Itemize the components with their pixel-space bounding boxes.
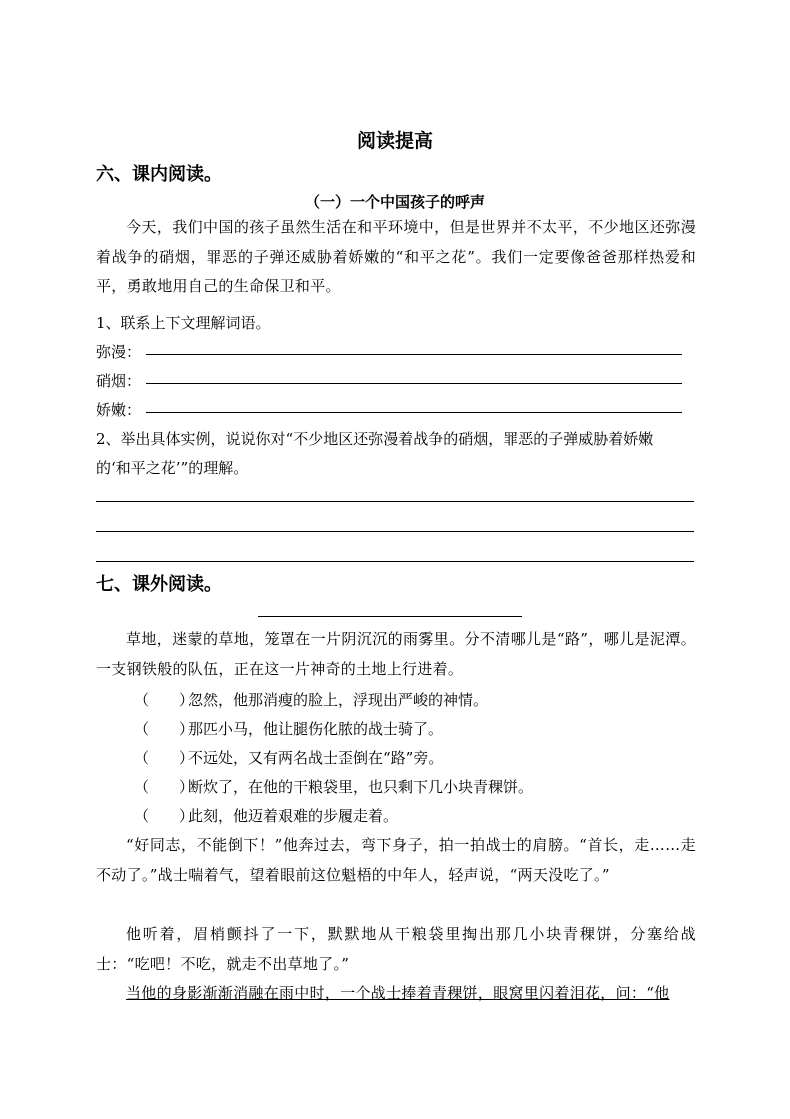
section7-para1: 草地，迷蒙的草地，笼罩在一片阴沉沉的雨雾里。分不清哪儿是“路”，哪儿是泥潭。一支钢铁般的队伍，正在这一片神奇的土地上行进着。 xyxy=(96,630,696,678)
order-item-4 xyxy=(134,776,533,797)
order-item-5 xyxy=(134,805,398,826)
order-blank[interactable]: （ ） xyxy=(134,778,195,796)
order-text: 此刻，他迈着艰难的步履走着。 xyxy=(188,807,399,825)
order-item-2 xyxy=(134,718,443,739)
answer-line-q2-3[interactable] xyxy=(96,561,694,562)
order-text: 忽然，他那消瘦的脸上，浮现出严峻的神情。 xyxy=(188,691,489,709)
question-1: 1、联系上下文理解词语。 xyxy=(96,314,271,332)
answer-line-xiaoyan[interactable] xyxy=(146,383,682,384)
order-text: 断炊了，在他的干粮袋里，也只剩下几小块青稞饼。 xyxy=(188,778,534,796)
answer-line-q2-2[interactable] xyxy=(96,531,694,532)
question-2-line1: 2、举出具体实例，说说你对“不少地区还弥漫着战争的硝烟，罪恶的子弹威胁着娇嫩 xyxy=(96,430,654,448)
section7-heading: 七、课外阅读。 xyxy=(96,574,222,595)
word-label-xiaoyan: 硝烟： xyxy=(96,372,142,390)
answer-line-jiaonen[interactable] xyxy=(146,412,682,413)
page-title: 阅读提高 xyxy=(356,130,433,152)
answer-line-q2-1[interactable] xyxy=(96,501,694,502)
word-label-miman: 弥漫： xyxy=(96,343,142,361)
section7-para3: 他听着，眉梢颤抖了一下，默默地从干粮袋里掏出那几小块青稞饼，分塞给战士：“吃吧！不吃，就走不出草地了。” xyxy=(96,925,696,973)
section7-para2: “好同志，不能倒下！”他奔过去，弯下身子，拍一拍战士的肩膀。“首长，走……走不动了。”战士喘着气，望着眼前这位魁梧的中年人，轻声说，“两天没吃了。” xyxy=(96,836,696,884)
section6-subtitle: （一）一个中国孩子的呼声 xyxy=(304,193,485,211)
order-item-3 xyxy=(134,747,443,768)
order-blank[interactable]: （ ） xyxy=(134,691,195,709)
title-blank-line[interactable] xyxy=(258,616,522,617)
question-2-line2: 的‘和平之花’”的理解。 xyxy=(96,459,249,477)
order-blank[interactable]: （ ） xyxy=(134,720,195,738)
section7-para4: 当他的身影渐渐消融在雨中时，一个战士捧着青稞饼，眼窝里闪着泪花，问：“他 xyxy=(126,984,670,1002)
word-label-jiaonen: 娇嫩： xyxy=(96,401,142,419)
order-text: 不远处，又有两名战士歪倒在“路”旁。 xyxy=(188,749,444,767)
order-text: 那匹小马，他让腿伤化脓的战士骑了。 xyxy=(188,720,444,738)
order-blank[interactable]: （ ） xyxy=(134,749,195,767)
order-blank[interactable]: （ ） xyxy=(134,807,195,825)
section6-heading: 六、课内阅读。 xyxy=(96,164,222,185)
order-item-1 xyxy=(134,689,488,710)
answer-line-miman[interactable] xyxy=(146,354,682,355)
section6-passage: 今天，我们中国的孩子虽然生活在和平环境中，但是世界并不太平，不少地区还弥漫着战争的硝烟，罪恶的子弹还威胁着娇嫩的“和平之花”。我们一定要像爸爸那样热爱和平，勇敢地用自己的生命保卫和平。 xyxy=(96,218,696,295)
